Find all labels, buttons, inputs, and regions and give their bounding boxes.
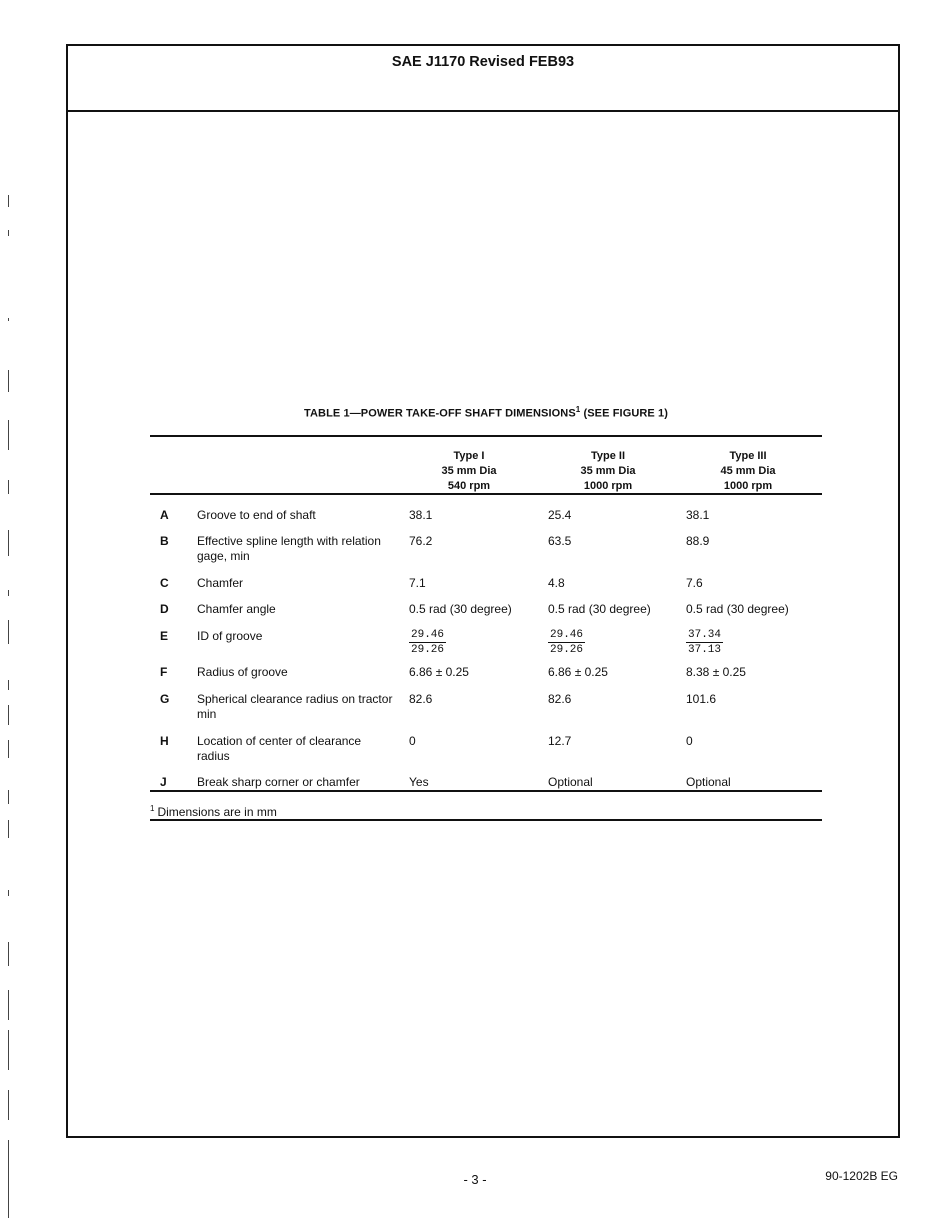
row-key: E [160, 629, 169, 643]
column-header-type-2 [543, 449, 673, 494]
value-type-2: Optional [548, 775, 593, 789]
page-border-frame [66, 44, 900, 1138]
document-title: SAE J1170 Revised FEB93 [391, 54, 575, 70]
value-type-3: Optional [686, 775, 731, 789]
value-type-1: 6.86 ± 0.25 [409, 665, 469, 679]
row-description: Effective spline length with relation gage, min [197, 534, 381, 563]
fraction-min: 29.26 [550, 644, 584, 656]
row-description: Spherical clearance radius on tractor min [197, 692, 393, 721]
column-rpm: 1000 rpm [723, 480, 773, 492]
value-type-2: 82.6 [548, 692, 572, 706]
value-type-3: 0.5 rad (30 degree) [686, 602, 789, 616]
value-type-1: 0 [409, 734, 416, 748]
table-bottom-rule [150, 790, 822, 792]
row-description: Location of center of clearance radius [197, 734, 362, 763]
row-description: Groove to end of shaft [197, 508, 316, 522]
row-description: ID of groove [197, 629, 263, 643]
value-type-2: 0.5 rad (30 degree) [548, 602, 651, 616]
column-type: Type II [590, 450, 626, 462]
column-type: Type III [729, 450, 767, 462]
row-key: G [160, 692, 170, 706]
table-title-footnote-mark: 1 [575, 405, 581, 414]
row-key: A [160, 508, 169, 522]
fraction-min: 29.26 [411, 644, 445, 656]
scan-margin-marks [8, 190, 12, 1220]
value-type-3: 8.38 ± 0.25 [686, 665, 746, 679]
column-rpm: 1000 rpm [583, 480, 633, 492]
value-type-1 [409, 629, 446, 656]
row-key: D [160, 602, 169, 616]
column-rpm: 540 rpm [447, 480, 491, 492]
header-band [68, 46, 898, 112]
value-type-2: 25.4 [548, 508, 572, 522]
value-type-2: 12.7 [548, 734, 572, 748]
value-type-3: 0 [686, 734, 693, 748]
column-header-type-3 [683, 449, 813, 494]
value-type-1: Yes [409, 775, 429, 789]
value-type-1: 82.6 [409, 692, 433, 706]
table-title [150, 405, 822, 420]
row-description: Radius of groove [197, 665, 288, 679]
value-type-1: 0.5 rad (30 degree) [409, 602, 512, 616]
value-type-3: 88.9 [686, 534, 710, 548]
value-type-3: 7.6 [686, 576, 703, 590]
row-description: Chamfer [197, 576, 244, 590]
document-id: 90-1202B EG [825, 1169, 898, 1183]
fraction-max: 29.46 [550, 629, 584, 641]
table-title-text: TABLE 1—POWER TAKE-OFF SHAFT DIMENSIONS [303, 407, 576, 420]
column-type: Type I [453, 450, 485, 462]
footnote-rule [150, 819, 822, 821]
fraction [548, 629, 585, 656]
value-type-2 [548, 629, 585, 656]
value-type-1: 7.1 [409, 576, 426, 590]
fraction-max: 29.46 [411, 629, 445, 641]
table-title-suffix: (SEE FIGURE 1) [583, 407, 669, 420]
fraction [686, 629, 723, 656]
fraction-min: 37.13 [688, 644, 722, 656]
fraction-max: 37.34 [688, 629, 722, 641]
value-type-3: 38.1 [686, 508, 710, 522]
value-type-2: 63.5 [548, 534, 572, 548]
column-diameter: 45 mm Dia [720, 465, 776, 477]
row-description: Break sharp corner or chamfer [197, 775, 360, 789]
value-type-1: 76.2 [409, 534, 433, 548]
column-diameter: 35 mm Dia [441, 465, 497, 477]
footnote-text: Dimensions are in mm [157, 805, 277, 819]
value-type-3 [686, 629, 723, 656]
row-key: C [160, 576, 169, 590]
value-type-2: 6.86 ± 0.25 [548, 665, 608, 679]
row-key: J [160, 775, 167, 789]
column-diameter: 35 mm Dia [580, 465, 636, 477]
fraction [409, 629, 446, 656]
row-key: F [160, 665, 168, 679]
footnote-mark: 1 [150, 804, 155, 813]
table-header-rule [150, 493, 822, 495]
value-type-3: 101.6 [686, 692, 717, 706]
row-key: H [160, 734, 169, 748]
table-top-rule [150, 435, 822, 437]
table-footnote [150, 804, 277, 819]
page-number: - 3 - [463, 1172, 487, 1187]
column-header-type-1 [404, 449, 534, 494]
value-type-1: 38.1 [409, 508, 433, 522]
value-type-2: 4.8 [548, 576, 565, 590]
row-description: Chamfer angle [197, 602, 276, 616]
row-key: B [160, 534, 169, 548]
